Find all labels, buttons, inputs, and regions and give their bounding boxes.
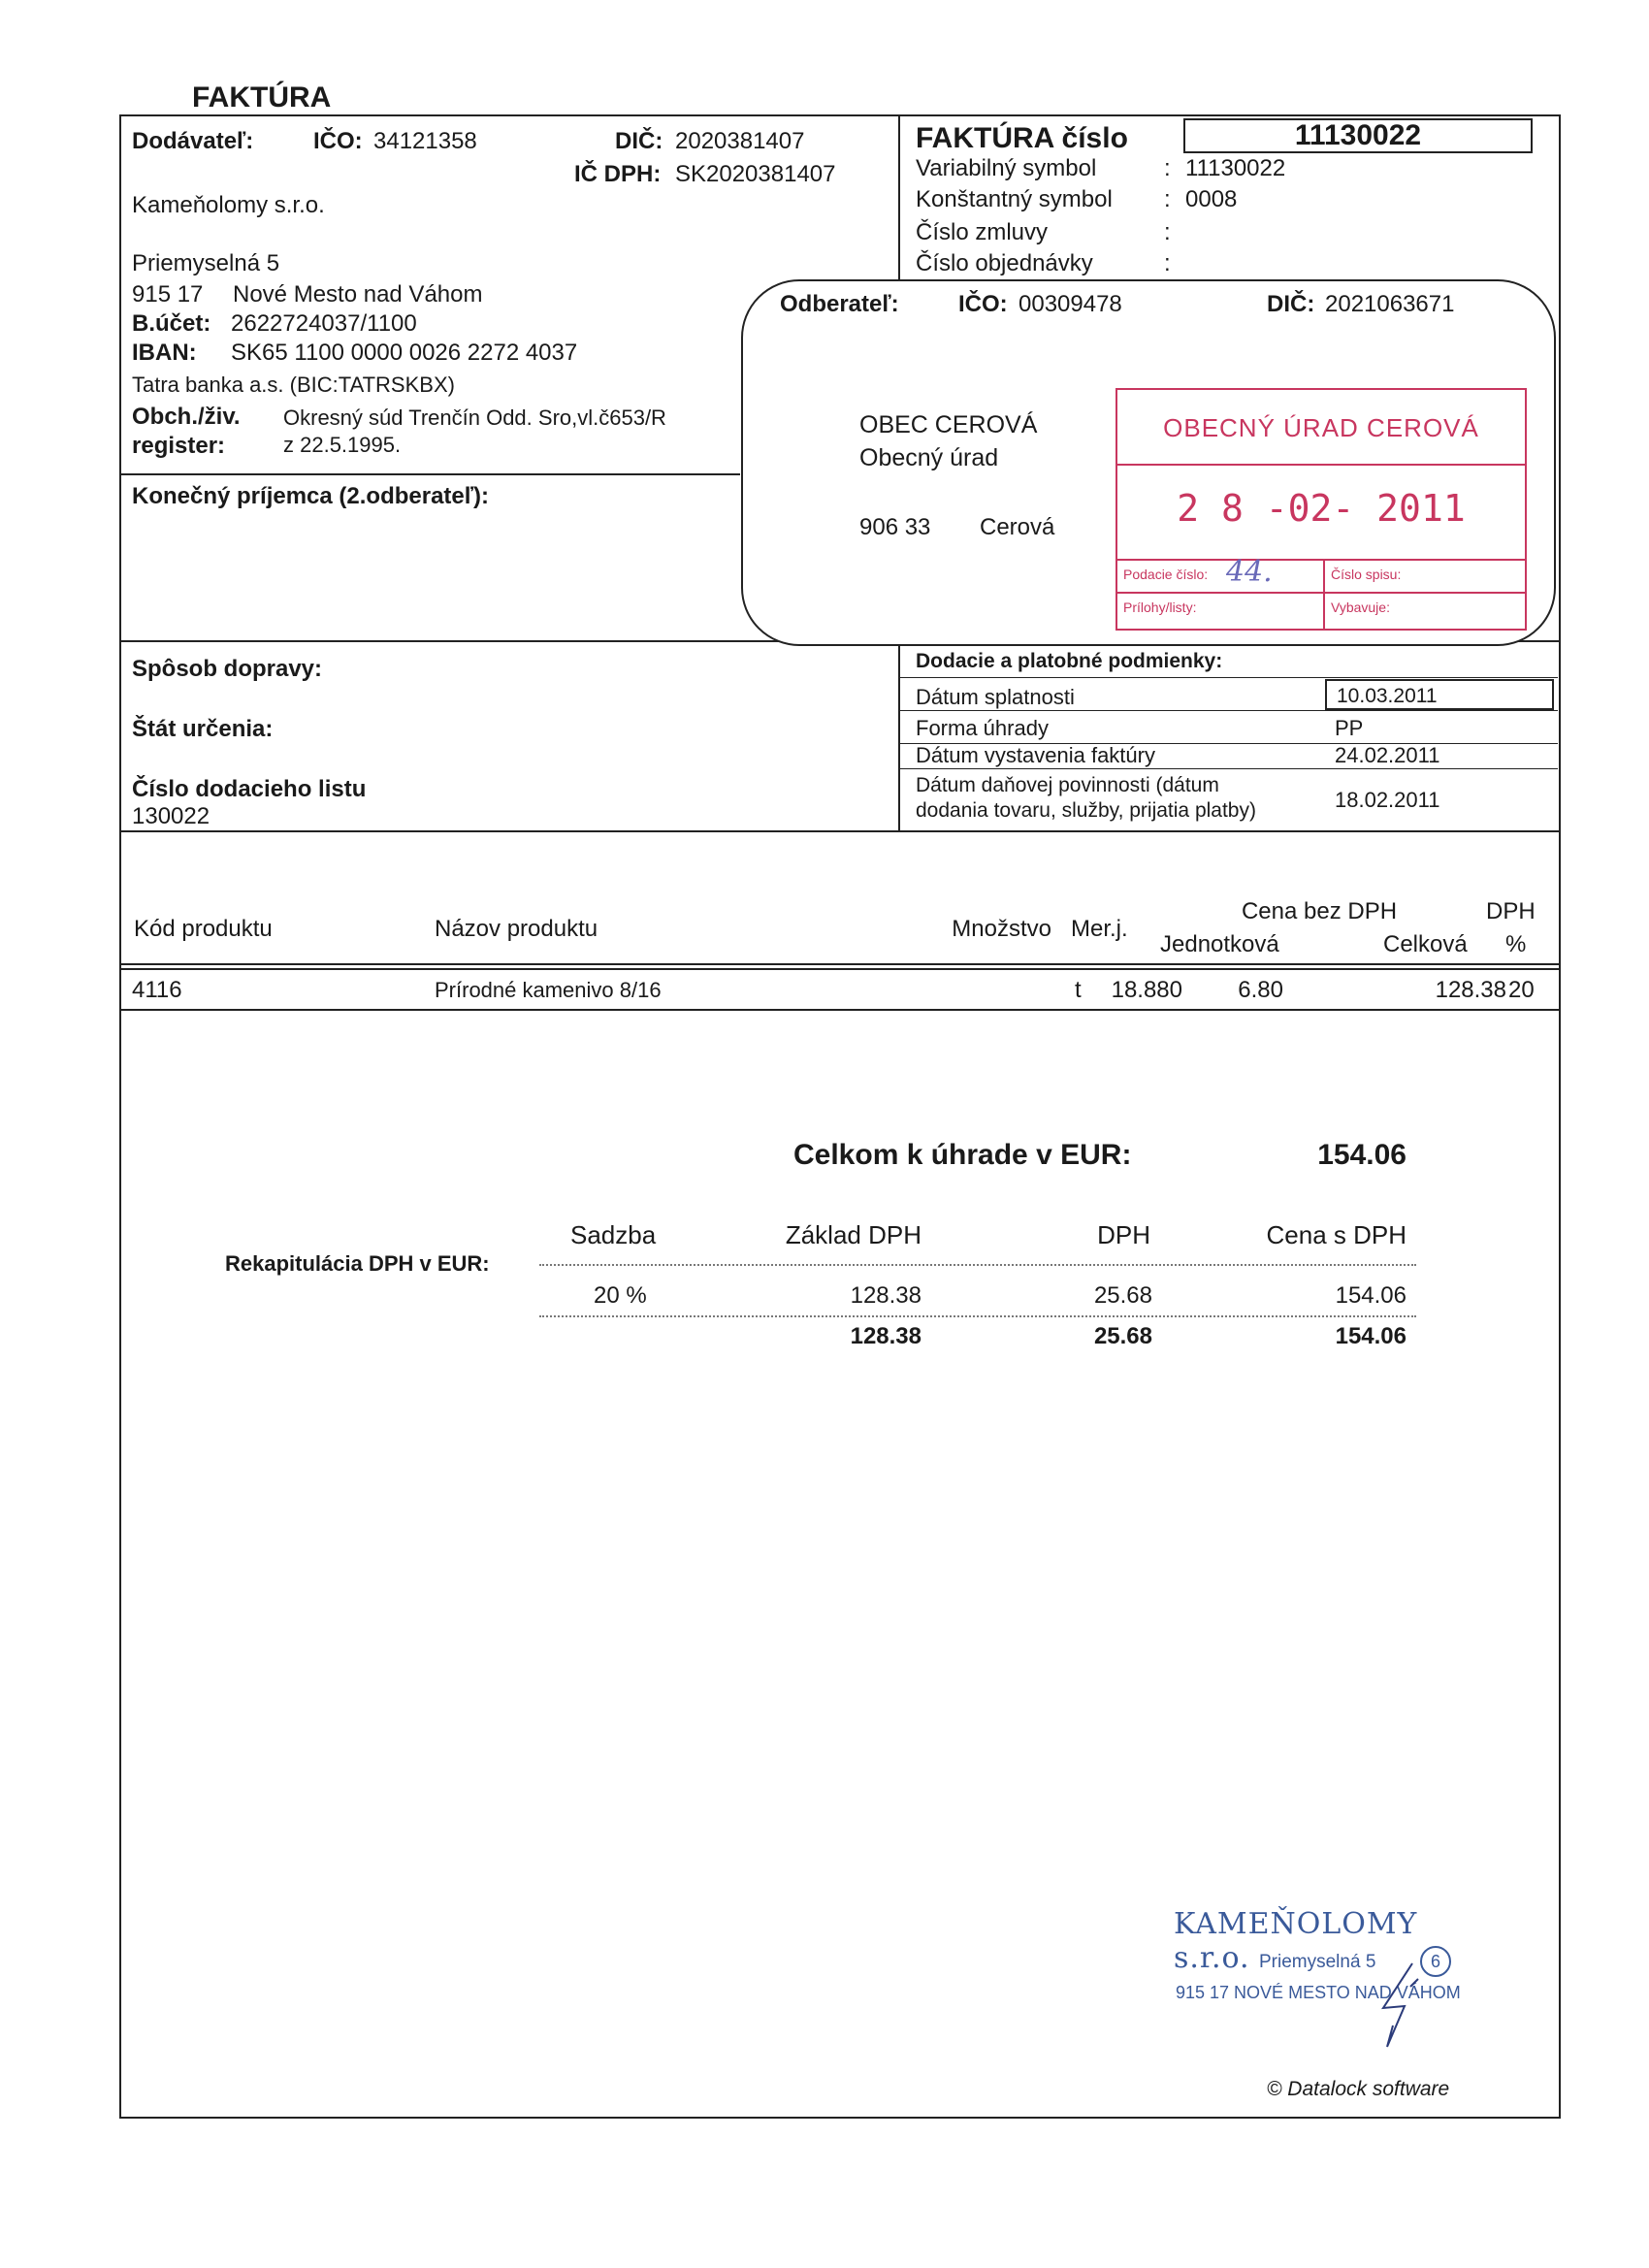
stamp-rule-3: [1117, 592, 1525, 594]
recap-base: 128.38: [850, 1282, 922, 1309]
recap-rule-2: [539, 1315, 1416, 1317]
item-unit: t: [1075, 977, 1082, 1003]
due-box: [1325, 679, 1554, 710]
stamp-rule-1: [1117, 464, 1525, 466]
recap-sum-gross: 154.06: [1335, 1323, 1406, 1349]
company-stamp: [1160, 1899, 1471, 2055]
supplier-label: Dodávateľ:: [132, 128, 254, 154]
supplier-dic: 2020381407: [675, 128, 805, 154]
signature: [1354, 1958, 1441, 2055]
customer-zip: 906 33: [859, 514, 931, 540]
terms-rule-4: [900, 768, 1558, 769]
col-qty: Množstvo: [952, 916, 1051, 942]
issued-label: Dátum vystavenia faktúry: [916, 743, 1155, 767]
stamp-spisu-label: Číslo spisu:: [1331, 567, 1402, 582]
delivery-note-value: 130022: [132, 803, 210, 829]
customer-dic-label: DIČ:: [1267, 291, 1315, 317]
contract-label: Číslo zmluvy: [916, 219, 1049, 245]
company-stamp-mark: 6: [1420, 1946, 1451, 1977]
ks-separator: :: [1164, 186, 1171, 212]
supplier-obch-label: Obch./živ.: [132, 404, 241, 430]
stamp-podacie-value: 44.: [1226, 555, 1273, 589]
divider-items-head-top2: [119, 968, 1559, 970]
tax-date-label-1: Dátum daňovej povinnosti (dátum: [916, 774, 1219, 796]
recap-h-vat: DPH: [1097, 1220, 1150, 1249]
divider-vertical-top: [898, 114, 900, 281]
supplier-bucet: 2622724037/1100: [231, 310, 417, 337]
vs-value: 11130022: [1185, 155, 1286, 181]
total-label: Celkom k úhrade v EUR:: [793, 1139, 1132, 1171]
customer-dept: Obecný úrad: [859, 444, 999, 471]
recap-h-gross: Cena s DPH: [1266, 1220, 1406, 1249]
col-name: Názov produktu: [435, 916, 598, 942]
company-stamp-name: KAMEŇOLOMY s.r.o.: [1174, 1907, 1418, 1975]
recap-sum-vat: 25.68: [1093, 1323, 1152, 1349]
supplier-register-label: register:: [132, 433, 226, 459]
recap-label: Rekapitulácia DPH v EUR:: [225, 1251, 490, 1276]
recap-sum-base: 128.38: [850, 1323, 922, 1349]
stamp-rule-2: [1117, 559, 1525, 561]
transport-label: Spôsob dopravy:: [132, 656, 323, 682]
recap-vat: 25.68: [1093, 1282, 1152, 1309]
item-code: 4116: [132, 977, 182, 1003]
col-unit-price: Jednotková: [1160, 931, 1279, 957]
order-separator: :: [1164, 250, 1171, 276]
customer-ico-label: IČO:: [958, 291, 1008, 317]
supplier-dic-label: DIČ:: [615, 128, 663, 154]
terms-rule-2: [900, 710, 1558, 711]
supplier-bank: Tatra banka a.s. (BIC:TATRSKBX): [132, 373, 455, 397]
supplier-iban: SK65 1100 0000 0026 2272 4037: [231, 340, 578, 366]
table-row: [119, 974, 1557, 1007]
col-unit: Mer.j.: [1071, 916, 1128, 942]
due-value: 10.03.2011: [1337, 685, 1438, 707]
invoice-label: FAKTÚRA číslo: [916, 122, 1128, 154]
order-label: Číslo objednávky: [916, 250, 1093, 276]
recap-rule-1: [539, 1264, 1416, 1266]
supplier-city: Nové Mesto nad Váhom: [233, 281, 483, 308]
item-vat: 20: [1508, 977, 1535, 1003]
recap-h-base: Základ DPH: [785, 1220, 922, 1249]
supplier-iban-label: IBAN:: [132, 340, 197, 366]
document-title: FAKTÚRA: [192, 81, 332, 113]
item-unit-price: 6.80: [1238, 977, 1283, 1003]
supplier-name: Kameňolomy s.r.o.: [132, 192, 325, 218]
invoice-number: 11130022: [1294, 119, 1422, 151]
delivery-note-label: Číslo dodacieho listu: [132, 776, 367, 802]
customer-label: Odberateľ:: [780, 291, 899, 317]
ks-value: 0008: [1185, 186, 1238, 212]
col-vat: DPH: [1486, 898, 1536, 924]
col-vat-pct: %: [1505, 931, 1527, 957]
item-qty: 18.880: [1111, 977, 1182, 1003]
recap-rate: 20 %: [594, 1282, 647, 1309]
final-recipient-label: Konečný príjemca (2.odberateľ):: [132, 483, 490, 509]
company-stamp-street: Priemyselná 5: [1259, 1952, 1376, 1972]
contract-separator: :: [1164, 219, 1171, 245]
customer-name: OBEC CEROVÁ: [859, 411, 1038, 438]
total-value: 154.06: [1317, 1139, 1406, 1171]
stamp-office: OBECNÝ ÚRAD CEROVÁ: [1163, 413, 1479, 442]
destination-label: Štát určenia:: [132, 716, 274, 742]
company-stamp-city: 915 17 NOVÉ MESTO NAD VÁHOM: [1176, 1983, 1461, 2002]
stamp-prilohy-label: Prílohy/listy:: [1123, 599, 1197, 615]
stamp-podacie-label: Podacie číslo:: [1123, 567, 1209, 582]
divider-terms-bottom: [119, 830, 1559, 832]
supplier-obch-line2: z 22.5.1995.: [283, 433, 402, 457]
tax-date-label-2: dodania tovaru, služby, prijatia platby): [916, 799, 1256, 822]
ks-label: Konštantný symbol: [916, 186, 1113, 212]
item-total: 128.38: [1435, 977, 1506, 1003]
divider-items-head-top: [119, 963, 1559, 965]
supplier-obch-line1: Okresný súd Trenčín Odd. Sro,vl.č653/R: [283, 405, 666, 430]
divider-items-row-bottom: [119, 1009, 1559, 1011]
supplier-street: Priemyselná 5: [132, 250, 280, 276]
supplier-bucet-label: B.účet:: [132, 310, 211, 337]
customer-dic: 2021063671: [1325, 291, 1455, 317]
col-code: Kód produktu: [134, 916, 273, 942]
vs-label: Variabilný symbol: [916, 155, 1097, 181]
divider-supplier-bottom: [119, 473, 740, 475]
terms-rule-1: [900, 677, 1558, 678]
item-name: Prírodné kamenivo 8/16: [435, 978, 662, 1002]
stamp-rule-4: [1323, 559, 1325, 629]
issued-value: 24.02.2011: [1335, 743, 1440, 767]
col-price-group: Cena bez DPH: [1241, 898, 1398, 924]
registry-stamp: [1116, 388, 1527, 631]
tax-date-value: 18.02.2011: [1335, 788, 1440, 812]
stamp-vybavuje-label: Vybavuje:: [1331, 599, 1390, 615]
vs-separator: :: [1164, 155, 1171, 181]
due-label: Dátum splatnosti: [916, 685, 1075, 709]
customer-city: Cerová: [980, 514, 1055, 540]
supplier-ico: 34121358: [373, 128, 477, 154]
supplier-icdph: SK2020381407: [675, 161, 836, 187]
col-total: Celková: [1383, 931, 1468, 957]
divider-vertical-middle: [898, 640, 900, 830]
supplier-ico-label: IČO:: [313, 128, 363, 154]
invoice-number-box: [1183, 118, 1533, 153]
supplier-icdph-label: IČ DPH:: [574, 161, 662, 187]
payment-value: PP: [1335, 716, 1364, 740]
payment-label: Forma úhrady: [916, 716, 1049, 740]
customer-ico: 00309478: [1018, 291, 1122, 317]
recap-h-rate: Sadzba: [570, 1220, 657, 1249]
supplier-zip: 915 17: [132, 281, 204, 308]
stamp-date: 2 8 -02- 2011: [1177, 487, 1466, 530]
terms-title: Dodacie a platobné podmienky:: [916, 650, 1223, 672]
footer-credit: © Datalock software: [1267, 2078, 1450, 2100]
recap-gross: 154.06: [1335, 1282, 1406, 1309]
